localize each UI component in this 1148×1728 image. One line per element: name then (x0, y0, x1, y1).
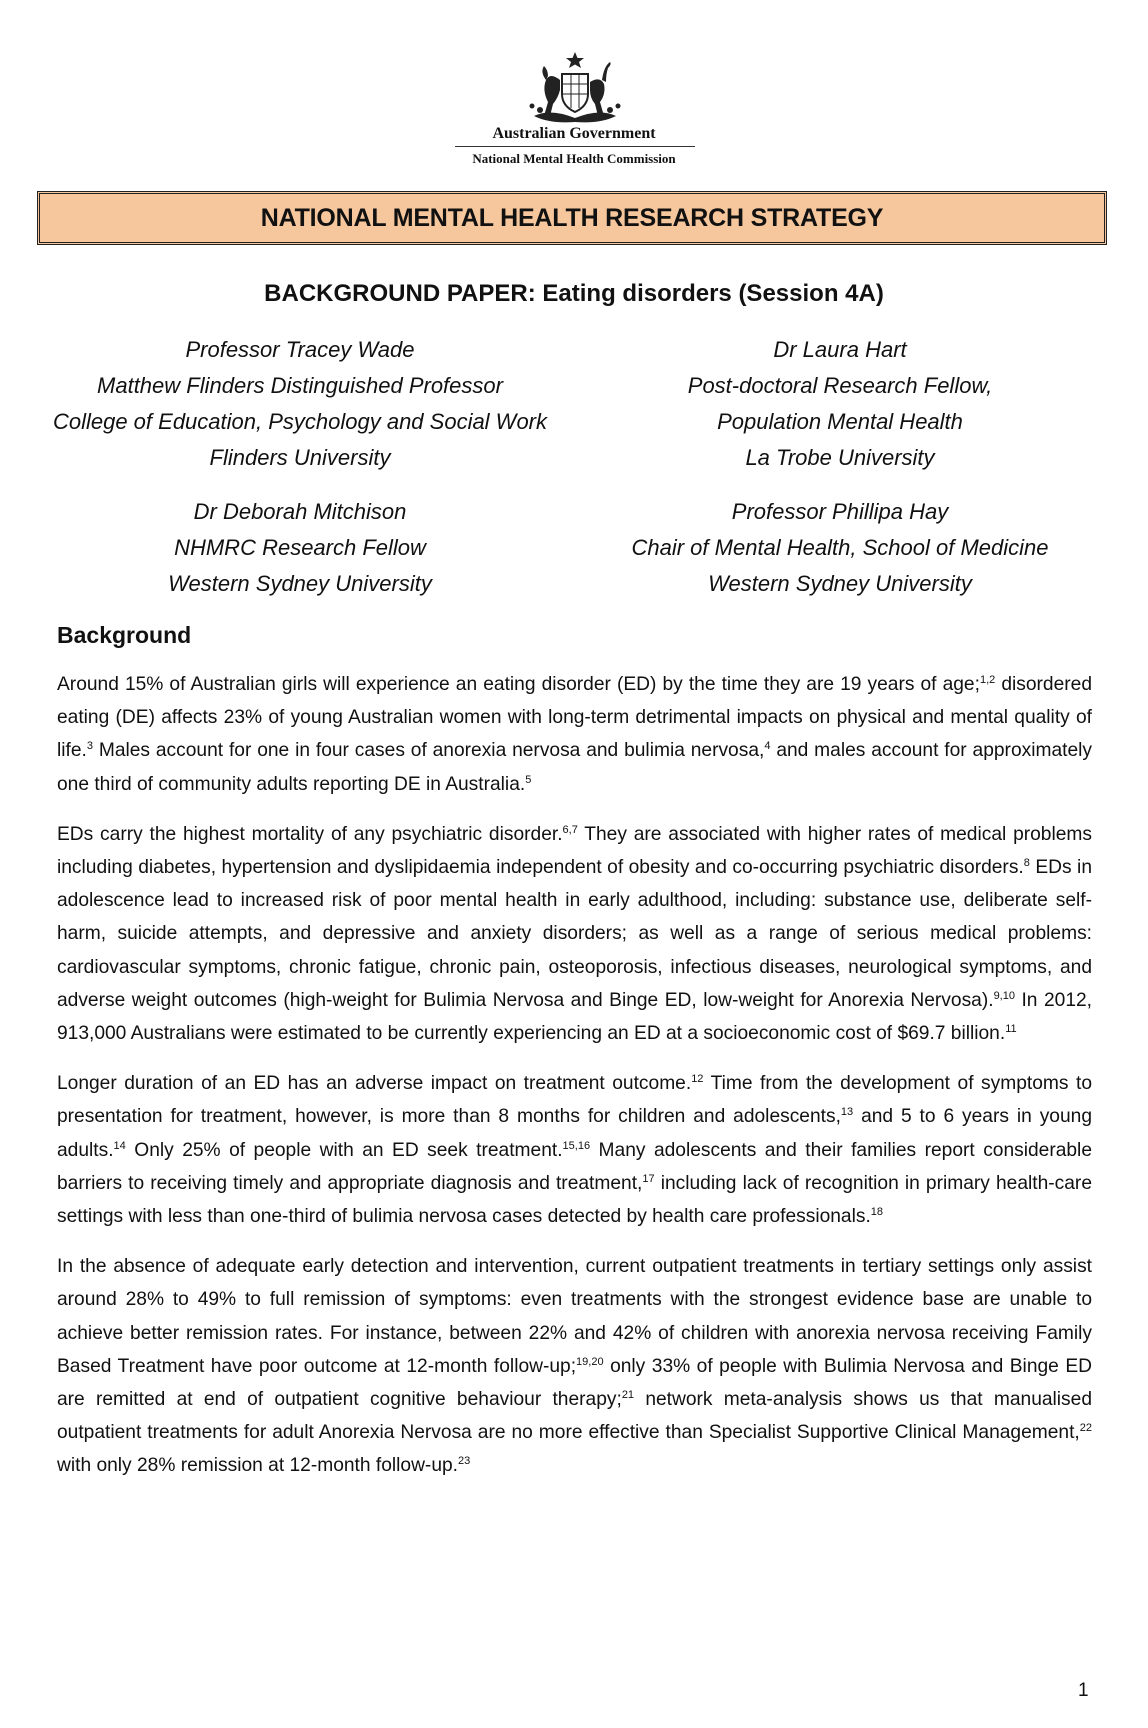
body-paragraph (57, 1250, 1092, 1482)
paragraph-text: Males account for one in four cases of anorexia nervosa and bulimia nervosa, (92, 740, 765, 762)
page-number: 1 (1078, 1680, 1089, 1701)
citation-ref: 9,10 (993, 989, 1015, 1002)
citation-ref: 17 (642, 1172, 655, 1185)
author-position: NHMRC Research Fellow (174, 535, 426, 560)
paper-title: BACKGROUND PAPER: Eating disorders (Session 4A) (264, 280, 884, 307)
citation-ref: 1,2 (979, 674, 996, 686)
paragraph-text: only 33% of people with Bulimia Nervosa and Binge ED are remitted at end of outpatient cognitive behaviour therapy; (57, 1355, 1092, 1411)
paragraph-text: including lack of recognition in primary health-care settings with less than one-third of bulimia nervosa cases detected by health care professionals. (57, 1172, 1092, 1228)
citation-ref: 22 (1079, 1422, 1092, 1435)
author-institution: Flinders University (209, 445, 391, 470)
paragraph-text: Many adolescents and their families report considerable barriers to receiving timely and appropriate diagnosis and treatment, (57, 1139, 1092, 1194)
author-department: College of Education, Psychology and Social Work (52, 409, 548, 434)
author-position: Post-doctoral Research Fellow, (687, 373, 993, 398)
paragraph-text: Around 15% of Australian girls will experience an eating disorder (ED) by the time they are 19 years of age; (57, 674, 980, 695)
citation-ref: 3 (86, 740, 93, 753)
author-block (20, 332, 580, 476)
paragraph-text: Longer duration of an ED has an adverse impact on treatment outcome. (57, 1073, 692, 1095)
citation-ref: 23 (458, 1455, 471, 1468)
paragraph-text: with only 28% remission at 12-month follow-up. (57, 1455, 458, 1477)
author-institution: Western Sydney University (708, 571, 972, 596)
citation-ref: 4 (764, 740, 771, 753)
author-name: Dr Deborah Mitchison (193, 499, 407, 524)
paragraph-text: EDs in adolescence lead to increased risk of poor mental health in early adulthood, including: substance use, deliberate self-harm, suicide attempts, and depressive and anxiety disorders; as well as a range of serious medical problems: cardiovascular symptoms, chronic fatigue, chronic pain, osteoporosis, infectious diseases, neurological symptoms, and adverse weight outcomes (high-weight for Bulimia Nervosa and Binge ED, low-weight for Anorexia Nervosa). (57, 857, 1092, 1011)
body-paragraph (57, 1067, 1092, 1233)
commission-name: National Mental Health Commission (472, 151, 676, 166)
citation-ref: 19,20 (576, 1355, 604, 1368)
citation-ref: 6,7 (562, 823, 578, 836)
title-banner (37, 191, 1107, 245)
citation-ref: 11 (1005, 1023, 1017, 1036)
author-department: Population Mental Health (717, 409, 963, 434)
citation-ref: 18 (870, 1206, 884, 1219)
citation-ref: 13 (840, 1106, 854, 1119)
author-name: Dr Laura Hart (773, 337, 907, 362)
author-name: Professor Phillipa Hay (731, 499, 949, 524)
paragraph-text: Time from the development of symptoms to presentation for treatment, however, is more than 8 months for children and adolescents, (57, 1073, 1092, 1128)
body-text (57, 668, 1092, 1500)
author-position: Chair of Mental Health, School of Medicine (631, 535, 1049, 560)
citation-ref: 8 (1023, 857, 1030, 870)
author-block (560, 494, 1120, 602)
body-paragraph (57, 818, 1092, 1050)
paragraph-text: They are associated with higher rates of medical problems including diabetes, hypertension and dyslipidaemia independent of obesity and co-occurring psychiatric disorders. (57, 823, 1092, 879)
paragraph-text: and males account for approximately one third of community adults reporting DE in Australia. (57, 740, 1092, 795)
citation-ref: 21 (621, 1389, 635, 1402)
paragraph-text: In the absence of adequate early detection and intervention, current outpatient treatments in tertiary settings only assist around 28% to 49% to full remission of symptoms: even treatments with the strongest evidence base are unable to achieve better remission rates. For instance, between 22% and 42% of children with anorexia nervosa receiving Family Based Treatment have poor outcome at 12-month follow-up; (57, 1256, 1092, 1377)
paragraph-text: network meta-analysis shows us that manualised outpatient treatments for adult Anorexia Nervosa are no more effective than Specialist Supportive Clinical Management, (57, 1389, 1092, 1444)
paragraph-text: In 2012, 913,000 Australians were estimated to be currently experiencing an ED at a socioeconomic cost of $69.7 billion. (57, 989, 1092, 1045)
author-name: Professor Tracey Wade (185, 337, 415, 362)
paragraph-text: Only 25% of people with an ED seek treatment. (125, 1139, 563, 1161)
author-institution: La Trobe University (745, 445, 935, 470)
strategy-title: NATIONAL MENTAL HEALTH RESEARCH STRATEGY (260, 203, 884, 232)
citation-ref: 5 (525, 773, 532, 786)
paragraph-text: disordered eating (DE) affects 23% of young Australian women with long-term detrimental impacts on physical and mental quality of life. (57, 674, 1092, 762)
section-heading: Background (57, 622, 192, 648)
citation-ref: 12 (691, 1073, 704, 1086)
citation-ref: 15,16 (562, 1139, 591, 1152)
author-position: Matthew Flinders Distinguished Professor (97, 373, 503, 398)
author-block (560, 332, 1120, 476)
body-paragraph (57, 668, 1092, 801)
author-institution: Western Sydney University (168, 571, 432, 596)
citation-ref: 14 (113, 1139, 126, 1152)
author-block (20, 494, 580, 602)
paragraph-text: and 5 to 6 years in young adults. (57, 1106, 1092, 1161)
header-divider (455, 146, 695, 147)
coat-of-arms-logo (520, 50, 630, 128)
government-name: Australian Government (492, 125, 656, 142)
paragraph-text: EDs carry the highest mortality of any psychiatric disorder. (57, 823, 563, 845)
